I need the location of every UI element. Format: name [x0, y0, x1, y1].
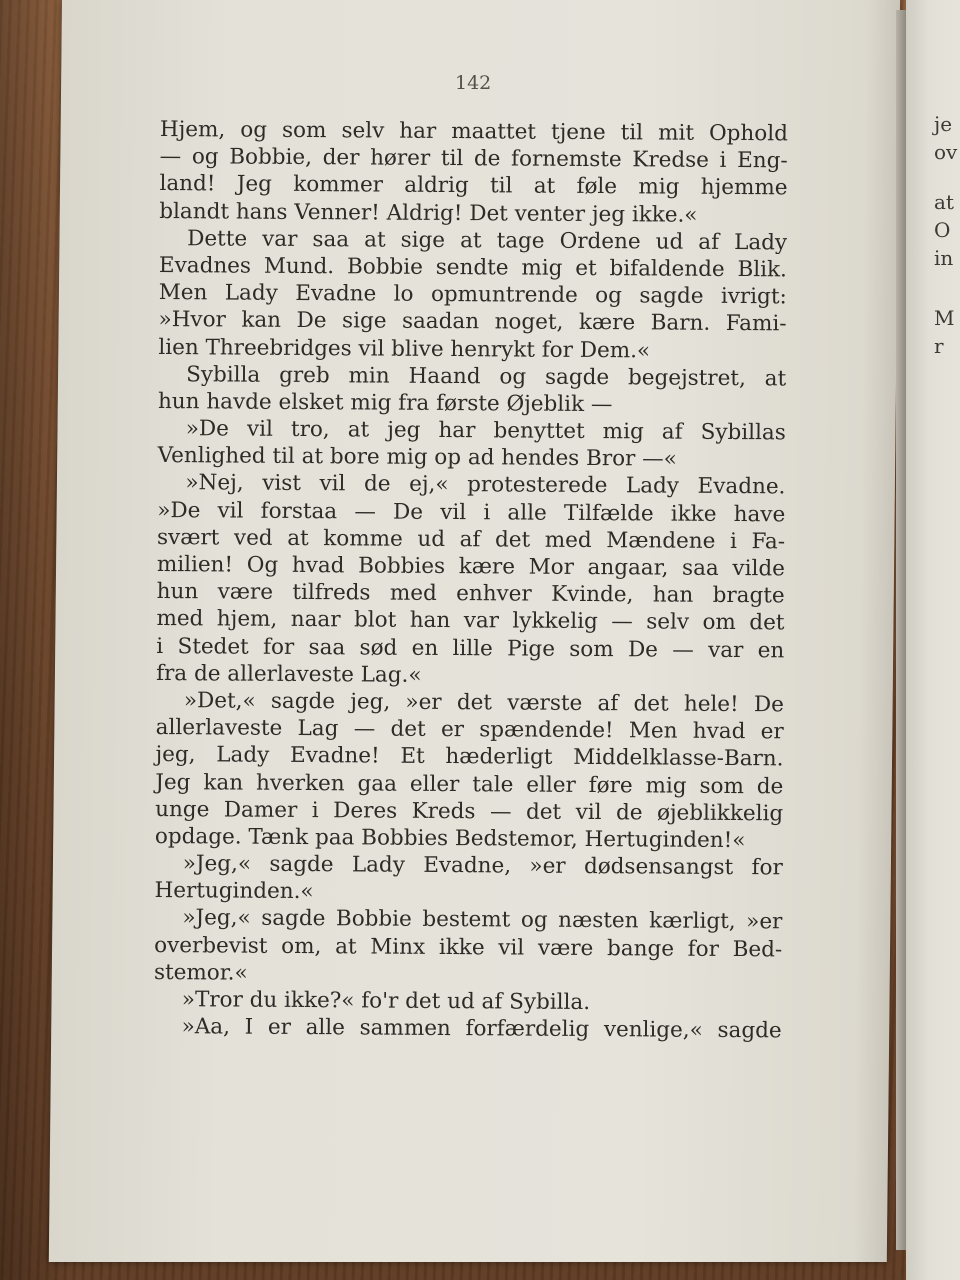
text-line: »Det,« sagde jeg, »er det værste af det hele! De: [183, 688, 784, 718]
text-line: fra de allerlaveste Lag.«: [156, 660, 422, 688]
text-line: lien Threebridges vil blive henrykt for Dem.«: [158, 334, 651, 363]
text-line: hun være tilfreds med enhver Kvinde, han bragte: [156, 579, 785, 609]
text-line: »Aa, I er alle sammen forfærdelig venlige,« sagde: [181, 1014, 782, 1044]
text-line: Sybilla greb min Haand og sagde begejstret, at: [186, 361, 787, 392]
text-line: stemor.«: [153, 959, 248, 986]
text-line: unge Damer i Deres Kreds — det vil de øjeblikkelig: [155, 796, 784, 827]
right-page-fragment: r: [934, 334, 944, 358]
text-line: svært ved at komme ud af det med Mændene i Fa-: [156, 524, 786, 555]
text-line: »Hvor kan De sige saadan noget, kære Barn. Fami-: [158, 307, 787, 337]
text-line: milien! Og hvad Bobbies kære Mor angaar, saa vilde: [156, 551, 785, 582]
text-line: »Jeg,« sagde Lady Evadne, »er dødsensangst for: [182, 851, 783, 881]
text-line: i Stedet for saa sød en lille Pige som De — var en: [156, 633, 785, 663]
right-page-fragment: O: [934, 218, 951, 242]
text-line: »De vil forstaa — De vil i alle Tilfælde ikke have: [157, 497, 786, 527]
text-line: med hjem, naar blot han var lykkelig — selv om det: [156, 606, 785, 636]
text-line: Hjem, og som selv har maattet tjene til mit Ophold: [159, 116, 788, 147]
right-page-fragment: M: [934, 306, 955, 330]
page-number: 142: [455, 72, 492, 94]
body-text: [154, 116, 788, 1045]
right-page-fragment: in: [934, 246, 954, 270]
right-page-fragment: je: [934, 112, 953, 136]
right-page-fragment: ov: [934, 140, 958, 164]
text-line: Venlighed til at bore mig op ad hendes Bror —«: [157, 443, 677, 472]
text-line: — og Bobbie, der hører til de fornemste Kredse i Eng-: [159, 144, 788, 174]
text-line: overbevist om, at Minx ikke vil være bange for Bed-: [154, 932, 783, 962]
text-line: opdage. Tænk paa Bobbies Bedstemor, Hertuginden!«: [154, 823, 746, 853]
text-line: »Nej, vist vil de ej,« protesterede Lady Evadne.: [185, 470, 786, 500]
book-page-right: [906, 0, 960, 1280]
text-line: Jeg kan hverken gaa eller tale eller føre mig som de: [155, 769, 784, 799]
right-page-fragment: at: [934, 190, 954, 214]
text-line: »Jeg,« sagde Bobbie bestemt og næsten kærligt, »er: [182, 905, 783, 935]
text-line: Evadnes Mund. Bobbie sendte mig et bifaldende Blik.: [158, 252, 788, 283]
text-line: land! Jeg kommer aldrig til at føle mig hjemme: [159, 171, 788, 201]
text-line: »Tror du ikke?« fo'r det ud af Sybilla.: [181, 987, 591, 1016]
text-line: Hertuginden.«: [154, 878, 314, 905]
text-line: »De vil tro, at jeg har benyttet mig af Sybillas: [185, 416, 786, 446]
book-gutter: [896, 10, 906, 1250]
text-line: Men Lady Evadne lo opmuntrende og sagde ivrigt:: [158, 280, 787, 310]
text-line: Dette var saa at sige at tage Ordene ud af Lady: [187, 225, 788, 256]
text-line: blandt hans Venner! Aldrig! Det venter jeg ikke.«: [159, 198, 698, 228]
text-line: jeg, Lady Evadne! Et hæderligt Middelklasse-Barn.: [155, 742, 784, 772]
text-line: allerlaveste Lag — det er spændende! Men hvad er: [155, 715, 784, 745]
text-line: hun havde elsket mig fra første Øjeblik —: [157, 388, 613, 418]
